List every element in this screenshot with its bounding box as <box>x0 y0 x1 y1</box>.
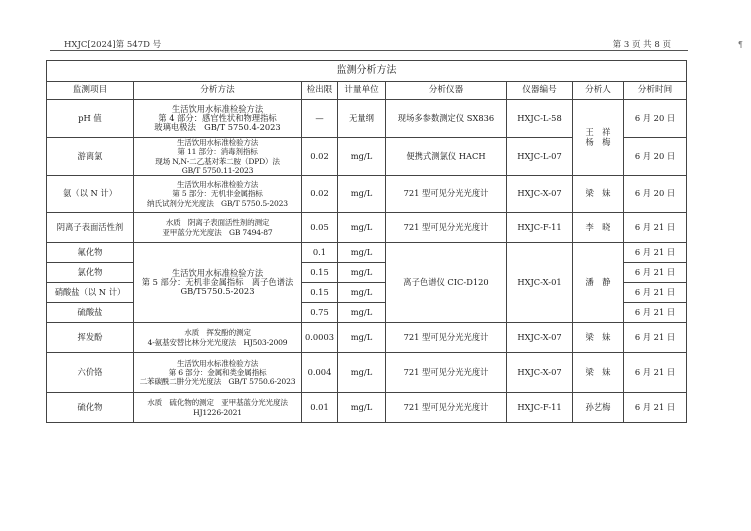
date-cell: 6 月 21 日 <box>624 283 687 303</box>
unit-cell: 无量纲 <box>338 100 386 138</box>
limit-cell: — <box>302 100 338 138</box>
analyst-cell-merged <box>573 100 624 176</box>
method-line: 第 5 部分：无机非金属指标 <box>172 189 263 199</box>
date-cell: 6 月 21 日 <box>624 323 687 353</box>
method-line: 4-氨基安替比林分光光度法 HJ503-2009 <box>147 337 288 347</box>
date-cell: 6 月 20 日 <box>624 176 687 213</box>
unit-cell: mg/L <box>338 176 386 213</box>
analyst-cell: 孙艺梅 <box>573 393 624 423</box>
unit-cell: mg/L <box>338 303 386 323</box>
unit-cell: mg/L <box>338 283 386 303</box>
table-row <box>47 353 687 393</box>
method-line: 生活饮用水标准检验方法 <box>176 358 259 368</box>
item-cell: 硫酸盐 <box>47 303 134 323</box>
method-line: 现场 N,N-二乙基对苯二胺（DPD）法 <box>155 156 280 166</box>
method-line: 生活饮用水标准检验方法 <box>171 267 264 278</box>
date-cell: 6 月 21 日 <box>624 263 687 283</box>
unit-cell: mg/L <box>338 243 386 263</box>
limit-cell: 0.15 <box>302 283 338 303</box>
unit-cell: mg/L <box>338 323 386 353</box>
unit-cell: mg/L <box>338 393 386 423</box>
method-cell <box>134 353 302 393</box>
instrument-cell: 721 型可见分光光度计 <box>386 393 507 423</box>
limit-cell: 0.02 <box>302 176 338 213</box>
limit-cell: 0.75 <box>302 303 338 323</box>
col-header-method: 分析方法 <box>134 82 302 100</box>
item-cell: pH 值 <box>47 100 134 138</box>
limit-cell: 0.0003 <box>302 323 338 353</box>
analyst-cell: 梁 妹 <box>573 176 624 213</box>
item-cell: 硝酸盐（以 N 计） <box>47 283 134 303</box>
analyst-cell: 梁 妹 <box>573 323 624 353</box>
unit-cell: mg/L <box>338 353 386 393</box>
instrument-no-cell: HXJC-L-07 <box>507 138 573 176</box>
col-header-instrument: 分析仪器 <box>386 82 507 100</box>
method-line: GB/T5750.5-2023 <box>180 286 255 297</box>
limit-cell: 0.05 <box>302 213 338 243</box>
method-line: 第 5 部分：无机非金属指标 离子色谱法 <box>141 276 294 287</box>
table-title: 监测分析方法 <box>47 61 687 82</box>
instrument-cell: 721 型可见分光光度计 <box>386 353 507 393</box>
margin-mark: ¶ <box>737 40 743 49</box>
col-header-date: 分析时间 <box>624 82 687 100</box>
method-cell <box>134 100 302 138</box>
limit-cell: 0.02 <box>302 138 338 176</box>
method-line: 玻璃电极法 GB/T 5750.4-2023 <box>154 122 281 133</box>
date-cell: 6 月 21 日 <box>624 353 687 393</box>
instrument-cell: 721 型可见分光光度计 <box>386 176 507 213</box>
instrument-no-cell: HXJC-X-07 <box>507 323 573 353</box>
analyst-cell: 梁 妹 <box>573 353 624 393</box>
instrument-no-cell: HXJC-F-11 <box>507 213 573 243</box>
analyst-name: 杨 梅 <box>585 136 611 147</box>
item-cell: 挥发酚 <box>47 323 134 353</box>
method-cell <box>134 213 302 243</box>
method-cell <box>134 323 302 353</box>
method-line: 水质 挥发酚的测定 <box>184 328 251 338</box>
unit-cell: mg/L <box>338 213 386 243</box>
item-cell: 硫化物 <box>47 393 134 423</box>
method-line: 生活饮用水标准检验方法 <box>176 180 259 190</box>
analysis-methods-table <box>46 60 687 423</box>
method-line: 纳氏试剂分光光度法 GB/T 5750.5-2023 <box>147 198 288 208</box>
method-line: 二苯碳酰二肼分光光度法 GB/T 5750.6-2023 <box>139 377 296 387</box>
table-row <box>47 100 687 138</box>
instrument-no-cell-merged: HXJC-X-01 <box>507 243 573 323</box>
instrument-cell-merged: 离子色谱仪 CIC-D120 <box>386 243 507 323</box>
method-line: 第 6 部分：金属和类金属指标 <box>168 367 267 377</box>
item-cell: 氯化物 <box>47 263 134 283</box>
header-divider <box>50 50 688 51</box>
method-line: 生活饮用水标准检验方法 <box>171 103 264 114</box>
table-row <box>47 243 687 263</box>
col-header-analyst: 分析人 <box>573 82 624 100</box>
method-line: 第 11 部分：消毒剂指标 <box>177 147 258 157</box>
method-cell <box>134 138 302 176</box>
instrument-cell: 便携式测氯仪 HACH <box>386 138 507 176</box>
instrument-no-cell: HXJC-X-07 <box>507 176 573 213</box>
item-cell: 六价铬 <box>47 353 134 393</box>
method-line: HJ1226-2021 <box>193 407 242 417</box>
method-line: 第 4 部分：感官性状和物理指标 <box>158 112 277 123</box>
analyst-name: 王 祥 <box>585 127 611 138</box>
item-cell: 氟化物 <box>47 243 134 263</box>
date-cell: 6 月 21 日 <box>624 303 687 323</box>
limit-cell: 0.004 <box>302 353 338 393</box>
instrument-cell: 现场多参数测定仪 SX836 <box>386 100 507 138</box>
report-number: HXJC[2024]第 547D 号 <box>64 40 162 50</box>
analysis-methods-sheet <box>46 60 686 441</box>
limit-cell: 0.01 <box>302 393 338 423</box>
table-row <box>47 323 687 353</box>
table-row <box>47 393 687 423</box>
limit-cell: 0.15 <box>302 263 338 283</box>
method-cell <box>134 393 302 423</box>
instrument-no-cell: HXJC-X-07 <box>507 353 573 393</box>
unit-cell: mg/L <box>338 138 386 176</box>
instrument-cell: 721 型可见分光光度计 <box>386 323 507 353</box>
date-cell: 6 月 20 日 <box>624 100 687 138</box>
page-indicator: 第 3 页 共 8 页 <box>612 40 671 50</box>
col-header-unit: 计量单位 <box>338 82 386 100</box>
method-line: 水质 硫化物的测定 亚甲基蓝分光光度法 <box>147 398 288 408</box>
analyst-cell-merged: 潘 静 <box>573 243 624 323</box>
item-cell: 游离氯 <box>47 138 134 176</box>
item-cell: 阴离子表面活性剂 <box>47 213 134 243</box>
method-cell <box>134 176 302 213</box>
analyst-cell: 李 晓 <box>573 213 624 243</box>
date-cell: 6 月 21 日 <box>624 213 687 243</box>
method-cell-merged <box>134 243 302 323</box>
method-line: 亚甲蓝分光光度法 GB 7494-87 <box>162 227 273 237</box>
method-line: 水质 阴离子表面活性剂的测定 <box>165 218 270 228</box>
method-line: 生活饮用水标准检验方法 <box>176 138 259 148</box>
table-row <box>47 176 687 213</box>
item-cell: 氨（以 N 计） <box>47 176 134 213</box>
date-cell: 6 月 21 日 <box>624 393 687 423</box>
date-cell: 6 月 20 日 <box>624 138 687 176</box>
instrument-no-cell: HXJC-F-11 <box>507 393 573 423</box>
col-header-limit: 检出限 <box>302 82 338 100</box>
instrument-no-cell: HXJC-L-58 <box>507 100 573 138</box>
method-line: GB/T 5750.11-2023 <box>181 165 254 175</box>
col-header-item: 监测项目 <box>47 82 134 100</box>
instrument-cell: 721 型可见分光光度计 <box>386 213 507 243</box>
unit-cell: mg/L <box>338 263 386 283</box>
limit-cell: 0.1 <box>302 243 338 263</box>
col-header-instrument-no: 仪器编号 <box>507 82 573 100</box>
table-row <box>47 213 687 243</box>
date-cell: 6 月 21 日 <box>624 243 687 263</box>
